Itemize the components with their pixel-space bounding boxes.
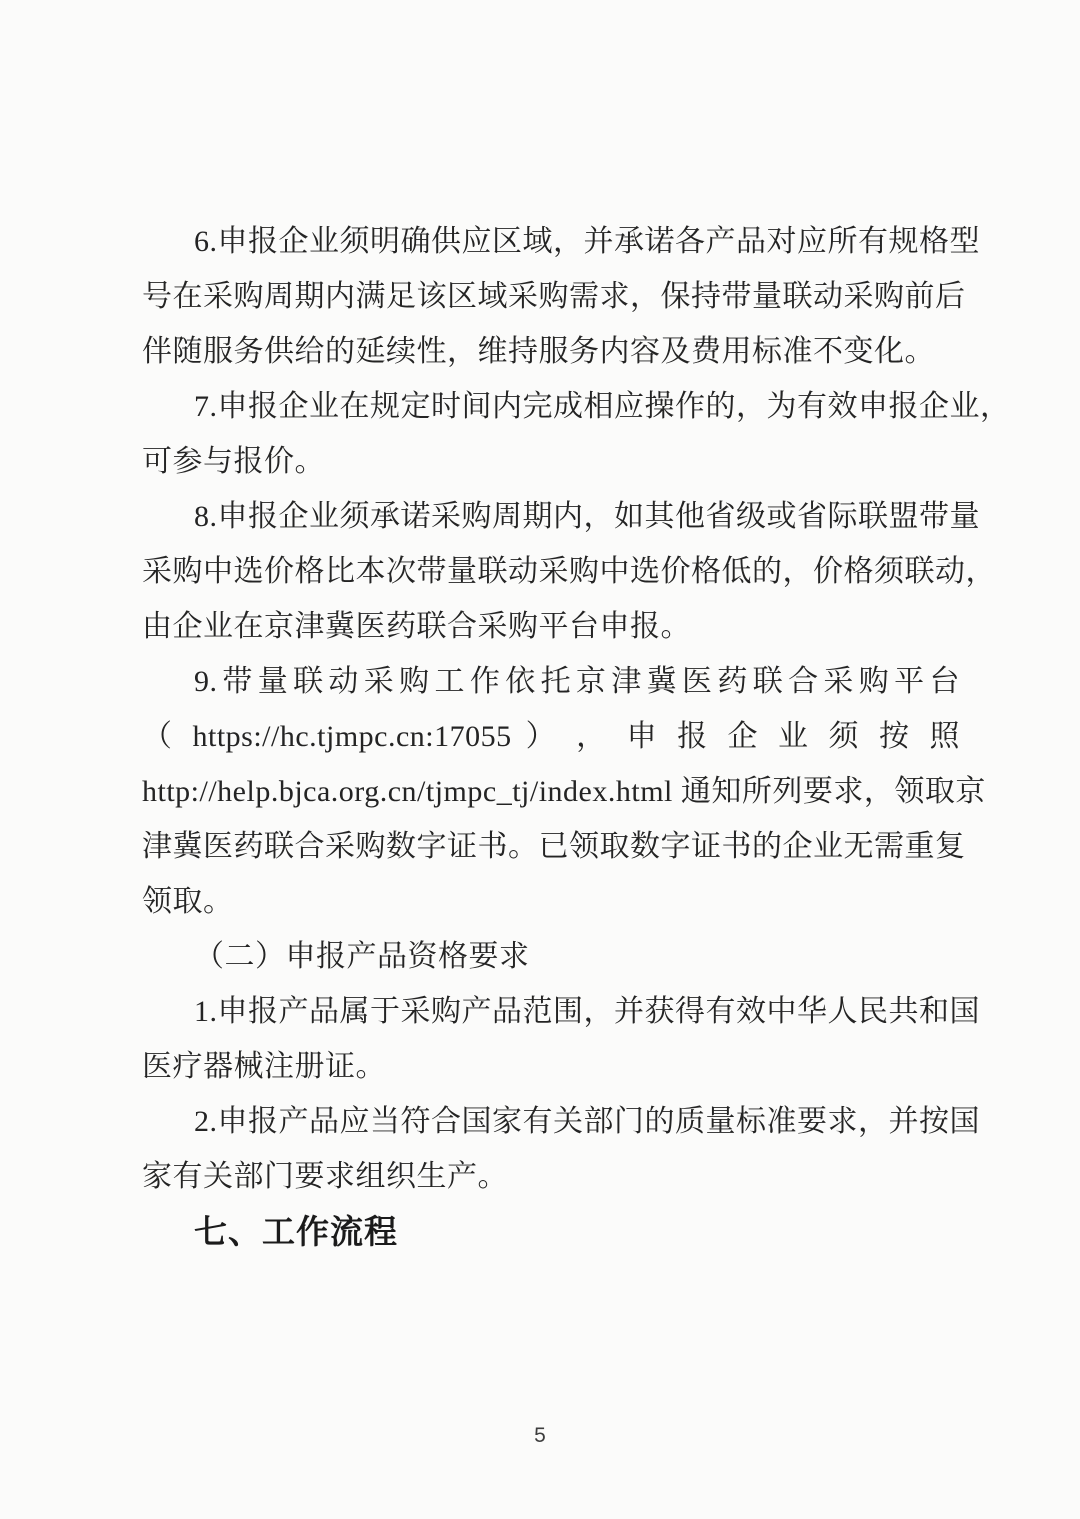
doc-line-17: 2.申报产品应当符合国家有关部门的质量标准要求，并按国 <box>194 1105 980 1138</box>
doc-line-16: 医疗器械注册证。 <box>142 1050 386 1083</box>
doc-line-4: 7.申报企业在规定时间内完成相应操作的，为有效申报企业， <box>194 390 1011 423</box>
page-number: 5 <box>534 1424 546 1447</box>
doc-line-7: 采购中选价格比本次带量联动采购中选价格低的，价格须联动， <box>142 555 996 588</box>
section-heading-work-process: 七、工作流程 <box>194 1213 398 1250</box>
doc-line-15: 1.申报产品属于采购产品范围，并获得有效中华人民共和国 <box>194 995 980 1028</box>
doc-line-10: （ https://hc.tjmpc.cn:17055 ） ， 申 报 企 业 须 按 照 <box>142 720 960 753</box>
doc-line-5: 可参与报价。 <box>142 445 325 478</box>
doc-line-2: 号在采购周期内满足该区域采购需求，保持带量联动采购前后 <box>142 280 966 313</box>
doc-line-1: 6.申报企业须明确供应区域，并承诺各产品对应所有规格型 <box>194 225 980 258</box>
doc-line-13: 领取。 <box>142 885 234 918</box>
doc-line-14: （二）申报产品资格要求 <box>194 940 530 973</box>
document-body <box>142 214 1011 1259</box>
doc-line-18: 家有关部门要求组织生产。 <box>142 1160 508 1193</box>
doc-line-3: 伴随服务供给的延续性，维持服务内容及费用标准不变化。 <box>142 335 935 368</box>
doc-line-11: http://help.bjca.org.cn/tjmpc_tj/index.html 通知所列要求，领取京 <box>142 775 986 808</box>
doc-line-8: 由企业在京津冀医药联合采购平台申报。 <box>142 610 691 643</box>
doc-line-12: 津冀医药联合采购数字证书。已领取数字证书的企业无需重复 <box>142 830 966 863</box>
doc-line-6: 8.申报企业须承诺采购周期内，如其他省级或省际联盟带量 <box>194 500 980 533</box>
doc-line-9: 9.带量联动采购工作依托京津冀医药联合采购平台 <box>194 665 960 698</box>
